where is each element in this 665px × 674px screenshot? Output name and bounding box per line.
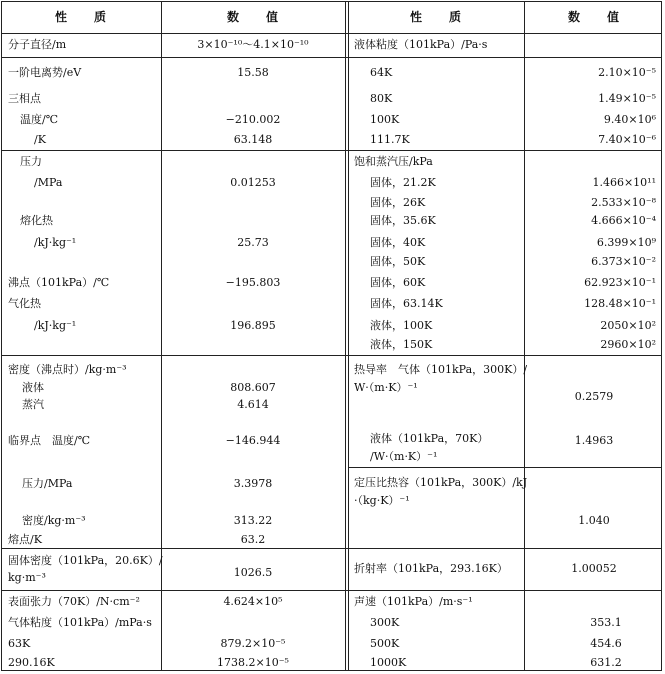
row-label: 液体，150K — [370, 338, 433, 351]
row-label: 液体，100K — [370, 319, 433, 332]
row-value: 4.666×10⁻⁴ — [591, 214, 656, 227]
row-label: 300K — [370, 616, 400, 629]
row-label: 固体，26K — [370, 196, 426, 209]
row-value: −195.803 — [225, 276, 281, 289]
row-label: 密度/kg·m⁻³ — [22, 514, 86, 527]
row-label: 压力/MPa — [22, 477, 73, 490]
row-value: 808.607 — [230, 381, 276, 394]
row-value: 6.399×10⁹ — [596, 236, 656, 249]
row-value: 2050×10² — [600, 319, 656, 332]
row-label: 三相点 — [8, 92, 41, 105]
row-value: −210.002 — [225, 113, 281, 126]
row-label: 80K — [370, 92, 393, 105]
row-value: 1738.2×10⁻⁵ — [217, 656, 289, 669]
row-label: 沸点（101kPa）/℃ — [8, 276, 110, 289]
row-label: 1000K — [370, 656, 407, 669]
row-value: 454.6 — [590, 637, 622, 650]
row-label: 固体，60K — [370, 276, 426, 289]
row-label: 固体，63.14K — [370, 297, 443, 310]
row-label: 气化热 — [8, 297, 41, 310]
row-value: 1.49×10⁻⁵ — [598, 92, 656, 105]
row-label: 111.7K — [370, 133, 410, 146]
row-value: 0.01253 — [230, 176, 276, 189]
row-value: 1.4963 — [574, 434, 614, 447]
row-value: 631.2 — [590, 656, 622, 669]
row-label: 声速（101kPa）/m·s⁻¹ — [354, 595, 473, 608]
row-label: /W·（m·K）⁻¹ — [370, 450, 438, 463]
row-label: 固体，21.2K — [370, 176, 436, 189]
row-value: 7.40×10⁻⁶ — [598, 133, 656, 146]
row-label: 蒸汽 — [22, 398, 44, 411]
row-label: 500K — [370, 637, 400, 650]
row-label: 熔化热 — [20, 214, 53, 227]
row-label: 64K — [370, 66, 393, 79]
row-value: 2.10×10⁻⁵ — [598, 66, 656, 79]
row-label: ·（kg·K）⁻¹ — [354, 494, 410, 507]
row-value: 2.533×10⁻⁸ — [591, 196, 656, 209]
row-label: 63K — [8, 637, 31, 650]
row-label: 压力 — [20, 155, 42, 168]
row-label: 热导率 气体（101kPa，300K）/ — [354, 363, 528, 376]
row-label: 一阶电离势/eV — [8, 66, 82, 79]
header-property: 性 质 — [409, 10, 463, 24]
row-label: /K — [34, 133, 46, 146]
row-value: 15.58 — [237, 66, 269, 79]
row-label: 固体密度（101kPa，20.6K）/ — [8, 554, 163, 567]
row-label: 100K — [370, 113, 400, 126]
row-value: 4.614 — [237, 398, 269, 411]
row-label: 气体粘度（101kPa）/mPa·s — [8, 616, 152, 629]
row-label: 饱和蒸汽压/kPa — [354, 155, 433, 168]
row-label: 密度（沸点时）/kg·m⁻³ — [8, 363, 127, 376]
row-value: 1.00052 — [571, 562, 617, 575]
row-label: 液体（101kPa，70K） — [370, 432, 489, 445]
row-value: 63.2 — [240, 533, 266, 546]
row-label: 分子直径/m — [8, 38, 67, 51]
row-label: 固体，50K — [370, 255, 426, 268]
row-label: /MPa — [34, 176, 63, 189]
row-rule — [2, 590, 662, 591]
row-value: 1026.5 — [233, 566, 273, 579]
row-value: 62.923×10⁻¹ — [584, 276, 656, 289]
row-value: 1.466×10¹¹ — [592, 176, 656, 189]
row-label: /kJ·kg⁻¹ — [34, 319, 77, 332]
row-label: 固体，40K — [370, 236, 426, 249]
row-label: kg·m⁻³ — [8, 571, 46, 584]
col-divider-double-b — [348, 2, 349, 671]
col-divider-double-a — [345, 2, 346, 671]
row-label: 290.16K — [8, 656, 55, 669]
row-value: 879.2×10⁻⁵ — [220, 637, 286, 650]
row-value: 0.2579 — [574, 390, 614, 403]
row-value: 1.040 — [578, 514, 610, 527]
header-property: 性 质 — [54, 10, 108, 24]
row-value: 196.895 — [230, 319, 276, 332]
header-rule — [2, 33, 662, 34]
row-value: 6.373×10⁻² — [591, 255, 656, 268]
row-label: 熔点/K — [8, 533, 42, 546]
row-value: 63.148 — [233, 133, 273, 146]
header-value: 数 值 — [567, 10, 621, 24]
col-divider — [161, 2, 162, 671]
row-value: 2960×10² — [600, 338, 656, 351]
row-value: 353.1 — [590, 616, 622, 629]
row-value: 4.624×10⁵ — [223, 595, 283, 608]
row-label: 定压比热容（101kPa，300K）/kJ — [354, 476, 528, 489]
row-label: 折射率（101kPa，293.16K） — [354, 562, 508, 575]
row-value: 3.3978 — [233, 477, 273, 490]
row-rule — [2, 355, 662, 356]
row-label: 温度/℃ — [20, 113, 59, 126]
col-divider — [524, 2, 525, 671]
row-label: 临界点 温度/℃ — [8, 434, 91, 447]
row-rule — [2, 548, 662, 549]
row-rule — [2, 57, 662, 58]
row-value: 128.48×10⁻¹ — [584, 297, 656, 310]
row-label: 液体 — [22, 381, 44, 394]
row-value: −146.944 — [225, 434, 281, 447]
row-rule — [349, 467, 662, 468]
row-value: 9.40×10⁶ — [603, 113, 656, 126]
row-label: 表面张力（70K）/N·cm⁻² — [8, 595, 140, 608]
row-label: 液体粘度（101kPa）/Pa·s — [354, 38, 488, 51]
row-label: 固体，35.6K — [370, 214, 436, 227]
row-rule — [2, 150, 662, 151]
table-border — [1, 1, 662, 671]
row-value: 25.73 — [237, 236, 269, 249]
header-value: 数 值 — [226, 10, 280, 24]
row-label: /kJ·kg⁻¹ — [34, 236, 77, 249]
row-value: 313.22 — [233, 514, 273, 527]
row-label: W·（m·K）⁻¹ — [354, 381, 418, 394]
row-value: 3×10⁻¹⁰～4.1×10⁻¹⁰ — [197, 38, 309, 51]
